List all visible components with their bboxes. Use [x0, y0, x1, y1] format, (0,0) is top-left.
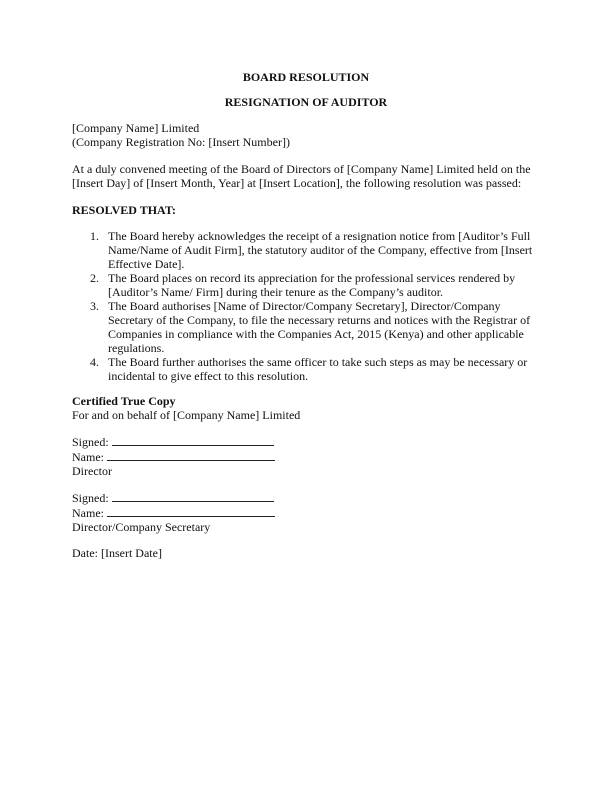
company-details	[72, 121, 540, 149]
item-line: incidental to give effect to this resolution.	[108, 369, 309, 383]
signed-row	[72, 490, 540, 505]
item-line: regulations.	[108, 341, 165, 355]
certified-heading: Certified True Copy	[72, 394, 176, 408]
name-row	[72, 449, 540, 464]
resolution-item	[72, 355, 540, 383]
item-number: 4.	[90, 355, 99, 369]
item-line: Name/Name of Audit Firm], the statutory auditor of the Company, effective from [Insert	[108, 243, 533, 257]
intro-line: [Insert Day] of [Insert Month, Year] at [Insert Location], the following resolution was passed:	[72, 176, 522, 190]
item-number: 1.	[90, 229, 99, 243]
item-line: Secretary of the Company, to file the necessary returns and notices with the Registrar of	[108, 313, 531, 327]
signatory-role: Director/Company Secretary	[72, 520, 211, 534]
item-line: The Board hereby acknowledges the receipt of a resignation notice from [Auditor’s Full	[108, 229, 531, 243]
item-line: Companies in compliance with the Companies Act, 2015 (Kenya) and other applicable	[108, 327, 524, 341]
document-title: BOARD RESOLUTION	[242, 70, 370, 84]
document-page	[72, 70, 540, 560]
signed-label: Signed:	[72, 491, 109, 505]
name-label: Name:	[72, 450, 104, 464]
intro-line: At a duly convened meeting of the Board of Directors of [Company Name] Limited held on the	[72, 162, 531, 176]
item-line: The Board places on record its appreciation for the professional services rendered by	[108, 271, 516, 285]
signature-line[interactable]	[112, 434, 274, 446]
resolution-item	[72, 299, 540, 355]
signatory-role: Director	[72, 464, 112, 478]
signature-block-director	[72, 434, 540, 478]
item-number: 2.	[90, 271, 99, 285]
document-subtitle: RESIGNATION OF AUDITOR	[224, 95, 388, 109]
name-line[interactable]	[107, 505, 275, 517]
resolution-item	[72, 229, 540, 271]
date-line: Date: [Insert Date]	[72, 546, 162, 560]
item-line: The Board further authorises the same officer to take such steps as may be necessary or	[108, 355, 528, 369]
registration-line: (Company Registration No: [Insert Number])	[72, 135, 290, 149]
item-line: [Auditor’s Name/ Firm] during their tenure as the Company’s auditor.	[108, 285, 444, 299]
name-line[interactable]	[107, 449, 275, 461]
company-name-line: [Company Name] Limited	[72, 121, 200, 135]
resolution-item	[72, 271, 540, 299]
name-label: Name:	[72, 506, 104, 520]
signature-line[interactable]	[112, 490, 274, 502]
behalf-line: For and on behalf of [Company Name] Limited	[72, 408, 301, 422]
resolved-heading: RESOLVED THAT:	[72, 203, 176, 217]
signed-label: Signed:	[72, 435, 109, 449]
item-line: The Board authorises [Name of Director/Company Secretary], Director/Company	[108, 299, 501, 313]
item-number: 3.	[90, 299, 99, 313]
intro-paragraph	[72, 162, 540, 190]
resolution-items	[72, 229, 540, 383]
name-row	[72, 505, 540, 520]
item-line: Effective Date].	[108, 257, 185, 271]
signature-block-secretary	[72, 490, 540, 534]
signed-row	[72, 434, 540, 449]
